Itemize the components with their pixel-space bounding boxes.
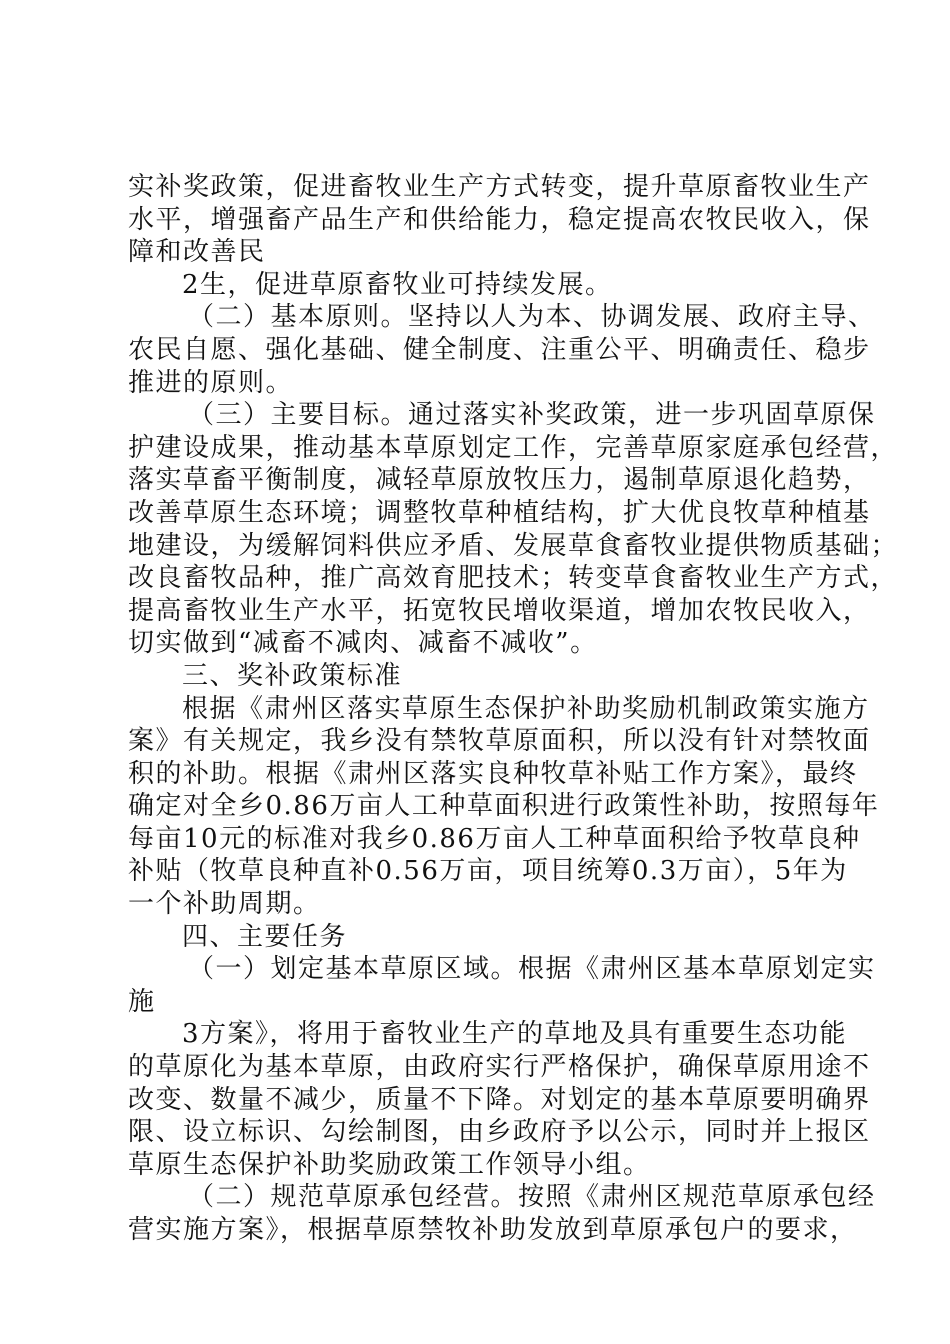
text-line: 切实做到“减畜不减肉、减畜不减收”。 — [128, 628, 598, 659]
text-line: 实补奖政策，促进畜牧业生产方式转变，提升草原畜牧业生产 — [128, 172, 871, 202]
text-line: 水平，增强畜产品生产和供给能力，稳定提高农牧民收入，保 — [128, 204, 871, 235]
text-line: 2生，促进草原畜牧业可持续发展。 — [182, 269, 613, 300]
text-line: 一个补助周期。 — [128, 889, 321, 920]
document-body — [128, 171, 899, 1247]
text-line: 营实施方案》，根据草原禁牧补助发放到草原承包户的要求， — [128, 1215, 858, 1245]
text-line: 推进的原则。 — [128, 367, 294, 398]
text-line: 草原生态保护补助奖励政策工作领导小组。 — [128, 1149, 651, 1180]
text-line: 改变、数量不减少，质量不下降。对划定的基本草原要明确界 — [128, 1084, 871, 1115]
text-line: （一）划定基本草原区域。根据《肃州区基本草原划定实 — [188, 954, 876, 985]
text-line: 施 — [128, 986, 156, 1017]
text-line: 农民自愿、强化基础、健全制度、注重公平、明确责任、稳步 — [128, 334, 871, 365]
text-line: 3方案》，将用于畜牧业生产的草地及具有重要生态功能 — [182, 1019, 848, 1050]
text-line: 护建设成果，推动基本草原划定工作，完善草原家庭承包经营， — [128, 432, 899, 463]
text-line: 案》有关规定，我乡没有禁牧草原面积，所以没有针对禁牧面 — [128, 726, 871, 757]
text-line: 积的补助。根据《肃州区落实良种牧草补贴工作方案》，最终 — [128, 758, 858, 789]
text-line: （三）主要目标。通过落实补奖政策，进一步巩固草原保 — [188, 400, 876, 431]
text-line: 补贴（牧草良种直补0.56万亩，项目统筹0.3万亩），5年为 — [128, 856, 848, 887]
text-line: （二）规范草原承包经营。按照《肃州区规范草原承包经 — [188, 1182, 876, 1213]
text-line: 落实草畜平衡制度，减轻草原放牧压力，遏制草原退化趋势， — [128, 465, 871, 496]
section-heading: 三、奖补政策标准 — [182, 660, 403, 691]
text-line: 确定对全乡0.86万亩人工种草面积进行政策性补助，按照每年 — [128, 791, 880, 822]
text-line: 提高畜牧业生产水平，拓宽牧民增收渠道，增加农牧民收入， — [128, 595, 871, 626]
text-line: （二）基本原则。坚持以人为本、协调发展、政府主导、 — [188, 302, 876, 333]
text-line: 障和改善民 — [128, 237, 266, 268]
text-line: 根据《肃州区落实草原生态保护补助奖励机制政策实施方 — [182, 693, 870, 724]
text-line: 改良畜牧品种，推广高效育肥技术；转变草食畜牧业生产方式， — [128, 563, 899, 594]
text-line: 地建设，为缓解饲料供应矛盾、发展草食畜牧业提供物质基础； — [128, 530, 899, 561]
text-line: 每亩10元的标准对我乡0.86万亩人工种草面积给予牧草良种 — [128, 823, 861, 854]
text-line: 改善草原生态环境；调整牧草种植结构，扩大优良牧草种植基 — [128, 497, 871, 528]
text-line: 限、设立标识、勾绘制图，由乡政府予以公示，同时并上报区 — [128, 1117, 871, 1148]
section-heading: 四、主要任务 — [182, 921, 348, 952]
text-line: 的草原化为基本草原，由政府实行严格保护，确保草原用途不 — [128, 1052, 871, 1083]
